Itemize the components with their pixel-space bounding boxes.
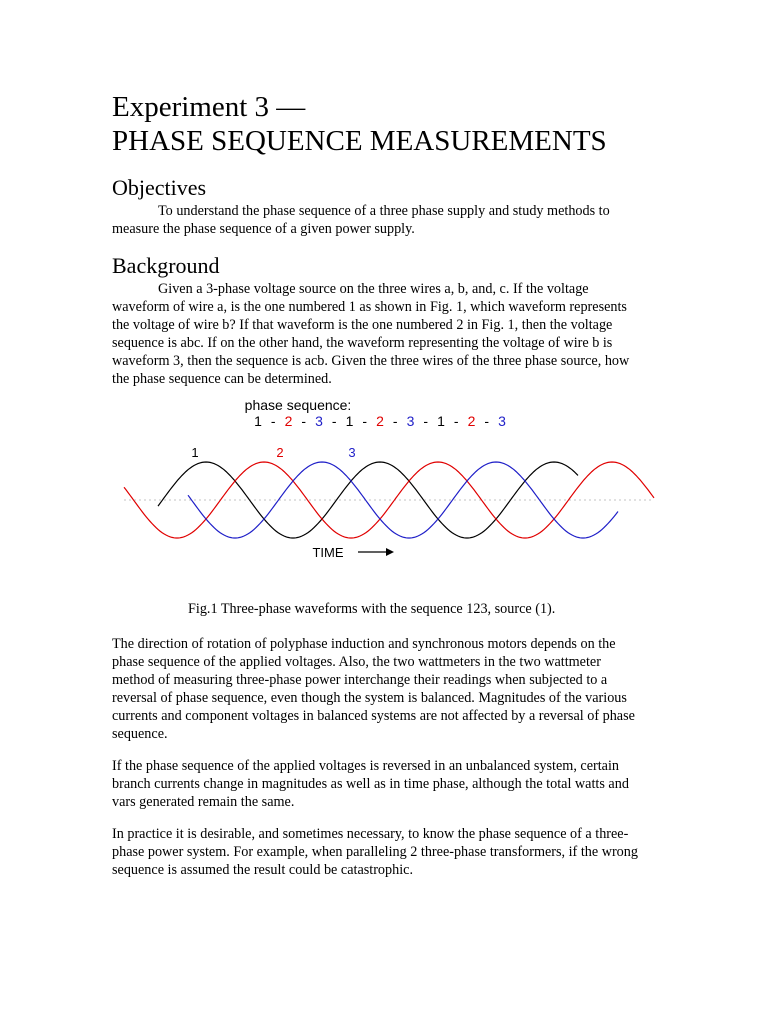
sequence-digit: 2 [284, 413, 293, 429]
background-paragraph: Given a 3-phase voltage source on the three wires a, b, and, c. If the voltage waveform of wire a, is the one numbered 1 as shown in Fig. 1, which waveform represents the voltage of wire b? If that waveform is the one numbered 2 in Fig. 1, then the voltage sequence is abc. If on the other hand, the waveform representing the voltage of wire b is waveform 3, then the sequence is acb. Given the three wires of the three phase source, how the phase sequence can be determined. [112, 281, 630, 387]
time-label: TIME [312, 545, 344, 560]
waveform-label-3: 3 [348, 445, 356, 460]
figure-caption: Fig.1 Three-phase waveforms with the sequence 123, source (1). [188, 601, 556, 617]
three-phase-figure [118, 394, 658, 564]
sequence-separator: - [423, 413, 429, 429]
sequence-digit: 3 [406, 413, 415, 429]
sequence-separator: - [362, 413, 368, 429]
sequence-separator: - [331, 413, 337, 429]
sequence-digit: 3 [315, 413, 323, 429]
waveform-3 [188, 462, 618, 538]
sequence-separator: - [301, 413, 307, 429]
sequence-separator: - [484, 413, 490, 429]
waveform-label-1: 1 [191, 445, 199, 460]
waveform-diagram [118, 394, 658, 564]
rotation-direction-paragraph: The direction of rotation of polyphase induction and synchronous motors depends on the phase sequence of the applied voltages. Also, the two wattmeters in the two wattmeter method of measuring three-phase power interchange their readings when subjected to a reversal of phase sequence, even though the system is balanced. Magnitudes of the various currents and component voltages in balanced systems are not affected by a reversal of phase sequence. [112, 636, 635, 742]
practice-paragraph: In practice it is desirable, and sometimes necessary, to know the phase sequence of a three- phase power system. For example, when paralleling 2 three-phase transformers, if the wrong sequence is assumed the result could be catastrophic. [112, 826, 638, 878]
phase-sequence-header: phase sequence: [244, 397, 352, 413]
sequence-digit: 1 [345, 413, 354, 429]
sequence-separator: - [392, 413, 398, 429]
sequence-reversal-paragraph: If the phase sequence of the applied voltages is reversed in an unbalanced system, certain branch currents change in magnitudes as well as in time phase, although the total watts and vars generated remain the same. [112, 758, 629, 810]
time-arrow-icon [358, 548, 394, 556]
sequence-separator: - [453, 413, 459, 429]
background-heading: Background [112, 253, 220, 278]
objectives-paragraph: To understand the phase sequence of a three phase supply and study methods to measure the phase sequence of a given power supply. [112, 203, 610, 237]
sequence-digit: 3 [498, 413, 506, 429]
sequence-separator: - [270, 413, 276, 429]
sequence-digit: 2 [467, 413, 476, 429]
experiment-title: Experiment 3 — [112, 91, 306, 123]
sequence-digit: 1 [437, 413, 445, 429]
sequence-digit: 2 [376, 413, 384, 429]
sequence-digit: 1 [254, 413, 262, 429]
phase-sequence-row [254, 413, 506, 429]
objectives-heading: Objectives [112, 175, 207, 200]
waveform-label-2: 2 [276, 445, 284, 460]
experiment-subtitle: PHASE SEQUENCE MEASUREMENTS [112, 125, 607, 157]
